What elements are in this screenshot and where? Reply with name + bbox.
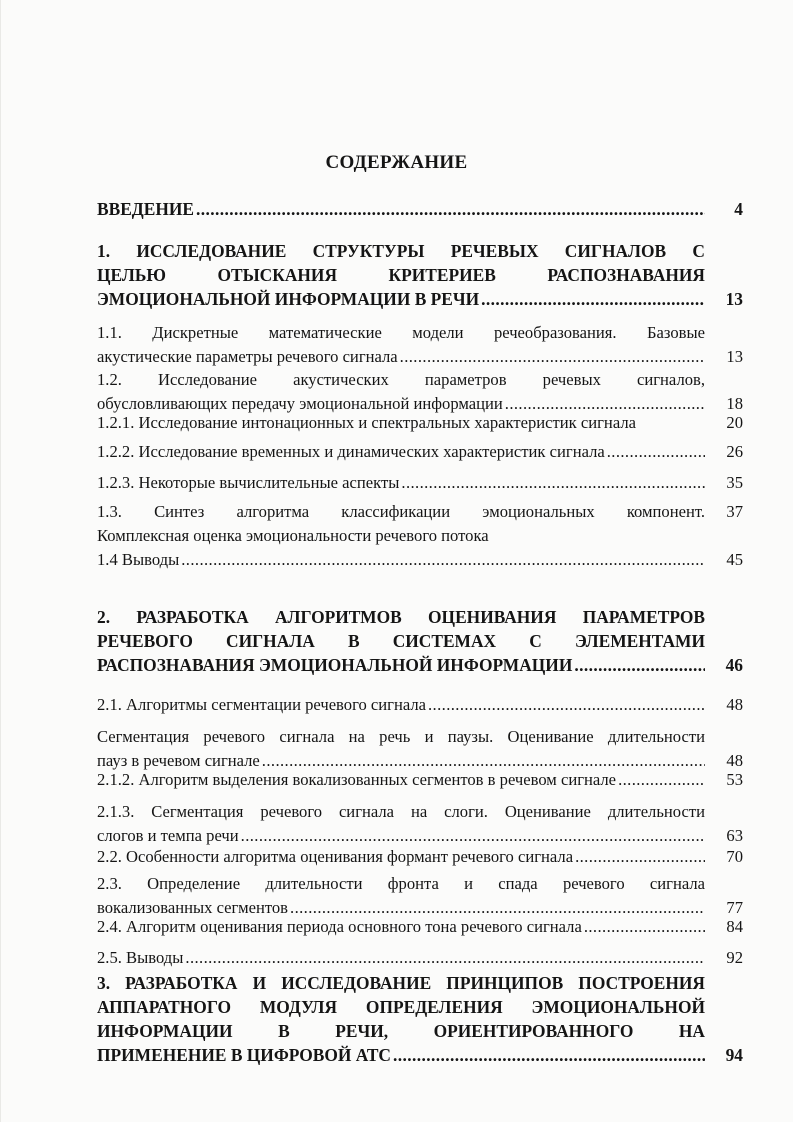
dot-leader [584,915,705,939]
page-number: 48 [726,695,743,714]
page-number: 63 [726,826,743,845]
toc-entry-line: 1.3. Синтез алгоритма классификации эмоциональных компонент. [97,502,705,521]
toc-entry-line: акустические параметры речевого сигнала [97,347,398,366]
page-number: 94 [725,1045,743,1065]
page-number: 45 [726,550,743,569]
toc-section-2-1-2[interactable] [97,768,743,792]
dot-leader [393,1043,705,1067]
chapter-title-line: 2. РАЗРАБОТКА АЛГОРИТМОВ ОЦЕНИВАНИЯ ПАРАМЕТРОВ [97,607,705,627]
toc-entry-line: вокализованных сегментов [97,898,289,917]
dot-leader [196,197,705,221]
toc-section-2-1[interactable] [97,693,743,717]
toc-entry-line: 2.2. Особенности алгоритма оценивания формант речевого сигнала [97,847,574,866]
chapter-title-line: 1. ИССЛЕДОВАНИЕ СТРУКТУРЫ РЕЧЕВЫХ СИГНАЛОВ С [97,241,705,261]
toc-section-2-1-3[interactable] [97,800,743,848]
page-number: 4 [734,199,743,219]
page-number: 18 [726,394,743,413]
toc-section-1-2-2[interactable] [97,440,743,464]
page-number: 37 [726,502,743,521]
toc-entry-line: 2.3. Определение длительности фронта и спада речевого сигнала [97,874,705,893]
dot-leader [181,548,705,572]
page-number: 53 [726,770,743,789]
toc-entry-line: 2.1.2. Алгоритм выделения вокализованных сегментов в речевом сигнале [97,770,617,789]
chapter-title-line: 3. РАЗРАБОТКА И ИССЛЕДОВАНИЕ ПРИНЦИПОВ ПОСТРОЕНИЯ [97,973,705,993]
dot-leader [574,653,705,677]
chapter-title-line: ЦЕЛЬЮ ОТЫСКАНИЯ КРИТЕРИЕВ РАСПОЗНАВАНИЯ [97,265,705,285]
page-number: 48 [726,751,743,770]
chapter-title-line: РАСПОЗНАВАНИЯ ЭМОЦИОНАЛЬНОЙ ИНФОРМАЦИИ [97,655,573,675]
dot-leader [401,471,705,495]
chapter-title-line: РЕЧЕВОГО СИГНАЛА В СИСТЕМАХ С ЭЛЕМЕНТАМИ [97,631,705,651]
page-number: 13 [725,289,743,309]
toc-section-2-4[interactable] [97,915,743,939]
toc-chapter-1[interactable] [97,239,743,311]
toc-entry-line: 1.2.1. Исследование интонационных и спектральных характеристик сигнала [97,413,636,432]
dot-leader [400,345,705,369]
page-number: 35 [726,473,743,492]
toc-section-1-2-1[interactable] [97,411,743,435]
toc-section-2-3[interactable] [97,872,743,920]
toc-entry-line: 1.2.3. Некоторые вычислительные аспекты [97,473,400,492]
dot-leader [575,845,705,869]
toc-entry-line: пауз в речевом сигнале [97,751,260,770]
toc-entry-line: Комплексная оценка эмоциональности речевого потока [97,526,489,545]
page-number: 20 [726,413,743,432]
dot-leader [607,440,705,464]
toc-entry-line: 1.2. Исследование акустических параметров речевых сигналов, [97,370,705,389]
dot-leader [618,768,705,792]
toc-chapter-3[interactable] [97,971,743,1067]
page-number: 70 [726,847,743,866]
chapter-title-line: ПРИМЕНЕНИЕ В ЦИФРОВОЙ АТС [97,1045,391,1065]
page-number: 77 [726,898,743,917]
chapter-title-line: ИНФОРМАЦИИ В РЕЧИ, ОРИЕНТИРОВАННОГО НА [97,1021,705,1041]
toc-entry-line: Сегментация речевого сигнала на речь и паузы. Оценивание длительности [97,727,705,746]
toc-entry-line: 1.2.2. Исследование временных и динамических характеристик сигнала [97,442,605,461]
toc-entry-line: 2.4. Алгоритм оценивания периода основного тона речевого сигнала [97,917,582,936]
toc-entry-line: 2.1.3. Сегментация речевого сигнала на слоги. Оценивание длительности [97,802,705,821]
page-number: 92 [726,948,743,967]
toc-section-1-2-3[interactable] [97,471,743,495]
toc-entry-line: 2.1. Алгоритмы сегментации речевого сигнала [97,695,426,714]
toc-section-1-3[interactable] [97,500,743,548]
dot-leader [428,693,705,717]
chapter-title-line: АППАРАТНОГО МОДУЛЯ ОПРЕДЕЛЕНИЯ ЭМОЦИОНАЛЬНОЙ [97,997,705,1017]
toc-entry-label: ВВЕДЕНИЕ [97,199,195,219]
toc-entry-line: 1.1. Дискретные математические модели речеобразования. Базовые [97,323,705,342]
toc-section-2-1-1[interactable] [97,725,743,773]
dot-leader [185,946,705,970]
toc-entry-line: 1.4 Выводы [97,550,180,569]
toc-chapter-2[interactable] [97,605,743,677]
toc-section-1-2[interactable] [97,368,743,416]
page-title: СОДЕРЖАНИЕ [325,152,468,173]
page-number: 26 [726,442,743,461]
dot-leader [481,287,705,311]
toc-entry-line: слогов и темпа речи [97,826,239,845]
toc-section-2-2[interactable] [97,845,743,869]
chapter-title-line: ЭМОЦИОНАЛЬНОЙ ИНФОРМАЦИИ В РЕЧИ [97,289,480,309]
page-number: 13 [726,347,743,366]
toc-section-1-1[interactable] [97,321,743,369]
page-number: 84 [726,917,743,936]
toc-entry-line: обусловливающих передачу эмоциональной информации [97,394,503,413]
toc-entry-intro[interactable] [97,197,743,221]
toc-entry-line: 2.5. Выводы [97,948,184,967]
page-number: 46 [725,655,743,675]
toc-section-2-5[interactable] [97,946,743,970]
toc-section-1-4[interactable] [97,548,743,572]
